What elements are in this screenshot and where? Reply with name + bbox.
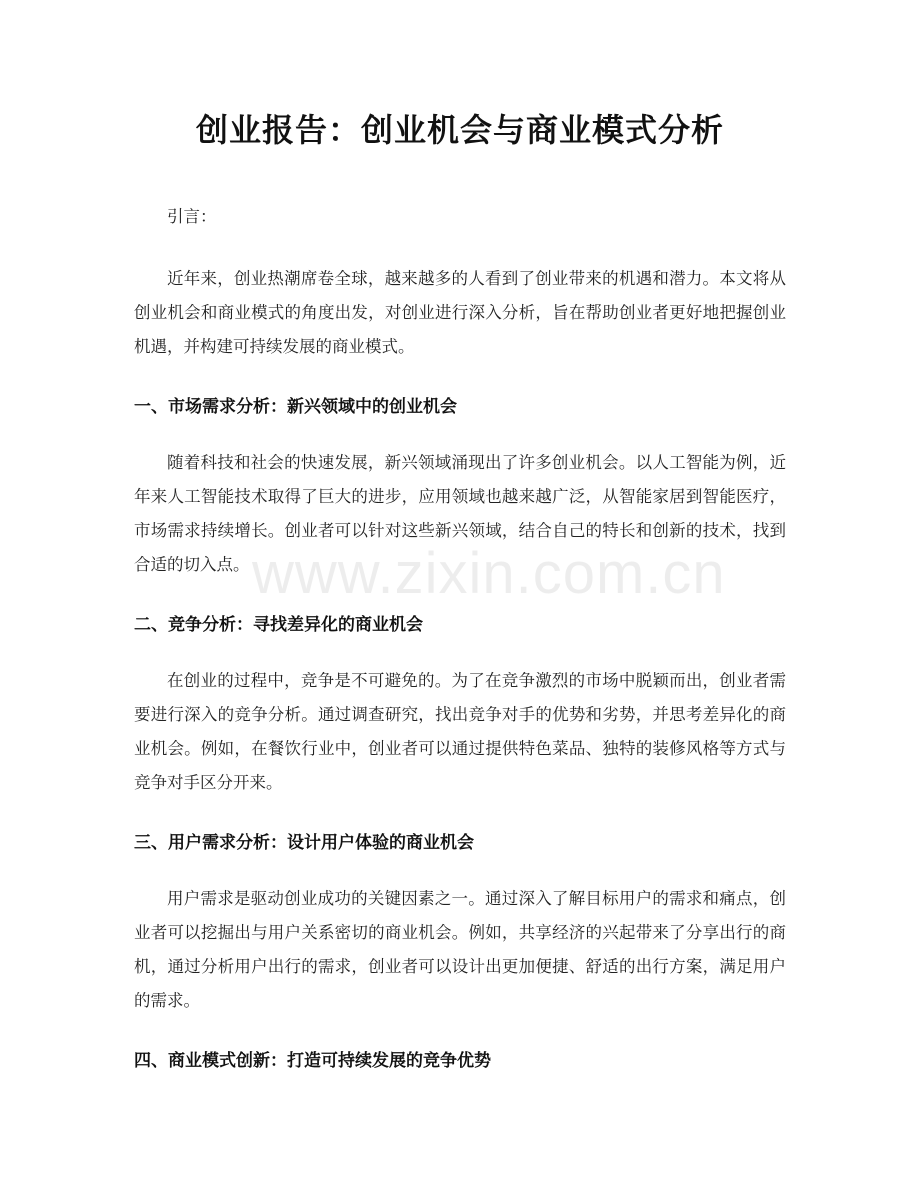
section-body-1: 随着科技和社会的快速发展，新兴领域涌现出了许多创业机会。以人工智能为例，近年来人工智能技术取得了巨大的进步，应用领域也越来越广泛，从智能家居到智能医疗，市场需求持续增长。创业者可以针对这些新兴领域，结合自己的特长和创新的技术，找到合适的切入点。 (134, 453, 786, 574)
section-heading-1: 一、市场需求分析：新兴领域中的创业机会 (134, 397, 457, 417)
section-heading-3: 三、用户需求分析：设计用户体验的商业机会 (134, 833, 474, 853)
section-heading-2: 二、竞争分析：寻找差异化的商业机会 (134, 615, 423, 635)
intro-label: 引言： (167, 207, 217, 226)
section-heading-4: 四、商业模式创新：打造可持续发展的竞争优势 (134, 1051, 491, 1071)
intro-paragraph: 近年来，创业热潮席卷全球，越来越多的人看到了创业带来的机遇和潜力。本文将从创业机会和商业模式的角度出发，对创业进行深入分析，旨在帮助创业者更好地把握创业机遇，并构建可持续发展的商业模式。 (134, 269, 786, 356)
section-body-2: 在创业的过程中，竞争是不可避免的。为了在竞争激烈的市场中脱颖而出，创业者需要进行深入的竞争分析。通过调查研究，找出竞争对手的优势和劣势，并思考差异化的商业机会。例如，在餐饮行业中，创业者可以通过提供特色菜品、独特的装修风格等方式与竞争对手区分开来。 (134, 671, 786, 792)
watermark: www.zixin.com.cn (252, 541, 726, 606)
document-title: 创业报告：创业机会与商业模式分析 (195, 111, 724, 149)
section-body-3: 用户需求是驱动创业成功的关键因素之一。通过深入了解目标用户的需求和痛点，创业者可以挖掘出与用户关系密切的商业机会。例如，共享经济的兴起带来了分享出行的商机，通过分析用户出行的需求，创业者可以设计出更加便捷、舒适的出行方案，满足用户的需求。 (134, 889, 786, 1010)
